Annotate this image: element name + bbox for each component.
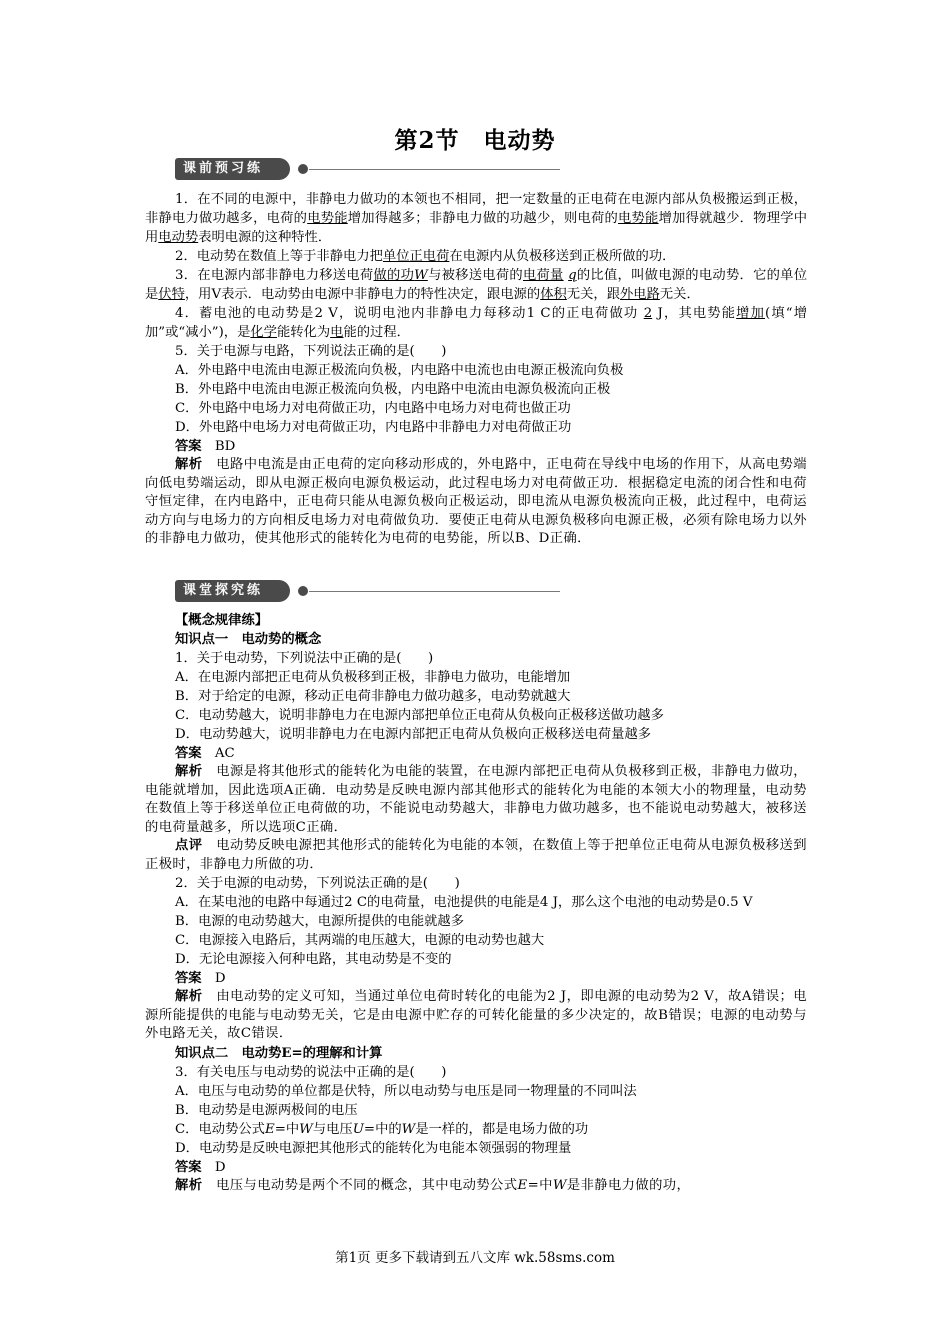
c2-question: 2．关于电源的电动势，下列说法正确的是( ) [175, 876, 460, 891]
c1-option-b: B．对于给定的电源，移动正电荷非静电力做功越多，电动势就越大 [175, 689, 571, 704]
preview-q5-option-d: D．外电路中电场力对电荷做正功，内电路中非静电力对电荷做正功 [175, 420, 572, 435]
c2-option-d: D．无论电源接入何种电路，其电动势是不变的 [175, 952, 452, 967]
c2-answer: 答案 D [175, 971, 226, 986]
preview-q5: 5．关于电源与电路，下列说法正确的是( ) [175, 344, 447, 359]
c3-option-d: D．电动势是反映电源把其他形式的能转化为电能本领强弱的物理量 [175, 1140, 572, 1156]
preview-q2: 2．电动势在数值上等于非静电力把单位正电荷在电源内从负极移送到正极所做的功． [175, 249, 676, 264]
section-tab-label: 课前预习练 [175, 158, 290, 180]
page-title: 第2节 电动势 [394, 127, 556, 154]
preview-q5-answer: 答案 BD [175, 439, 236, 454]
section-header-preview [175, 158, 560, 184]
preview-q5-option-c: C．外电路中电场力对电荷做正功，内电路中电场力对电荷也做正功 [175, 401, 571, 416]
c3-question: 3．有关电压与电动势的说法中正确的是( ) [175, 1064, 447, 1080]
c2-option-a: A．在某电池的电路中每通过2 C的电荷量，电池提供的电能是4 J，那么这个电池的电动势是0.5 V [175, 895, 753, 910]
preview-q4: 4．蓄电池的电动势是2 V，说明电池内非静电力每移动1 C的正电荷做功 2 J，其电势能增加(填“增加”或“减小”)，是化学能转化为电能的过程． [145, 306, 807, 340]
c3-option-a: A．电压与电动势的单位都是伏特，所以电动势与电压是同一物理量的不同叫法 [175, 1083, 637, 1099]
section-dot-icon [298, 164, 308, 174]
knowledge-point-2: 知识点二 电动势E=的理解和计算 [175, 1045, 383, 1061]
classroom-section [145, 611, 807, 1195]
preview-q5-option-b: B．外电路中电流由电源正极流向负极，内电路中电流由电源负极流向正极 [175, 382, 611, 397]
c1-answer: 答案 AC [175, 746, 235, 761]
c1-analysis: 解析 电源是将其他形式的能转化为电能的装置，在电源内部把正电荷从负极移到正极，非静电力做功，电能就增加，因此选项A正确．电动势是反映电源内部其他形式的能转化为电能的本领大小的物理量，电动势在数值上等于移送单位正电荷做的功，不能说电动势越大，非静电力做功越多，也不能说电动势越大，被移送的电荷量越多，所以选项C正确． [145, 764, 807, 835]
c3-analysis: 解析 电压与电动势是两个不同的概念，其中电动势公式E=中W是非静电力做的功， [175, 1177, 691, 1193]
c1-option-a: A．在电源内部把正电荷从负极移到正极，非静电力做功，电能增加 [175, 670, 571, 685]
preview-q3: 3．在电源内部非静电力移送电荷做的功W与被移送电荷的电荷量 q的比值，叫做电源的电动势．它的单位是伏特，用V表示．电动势由电源中非静电力的特性决定，跟电源的体积无关，跟外电路无关． [145, 268, 807, 302]
c2-analysis: 解析 由电动势的定义可知，当通过单位电荷时转化的电能为2 J，即电源的电动势为2 V，故A错误；电源所能提供的电能与电动势无关，它是由电源中贮存的可转化能量的多少决定的，故B错误；电源的电动势与外电路无关，故C错误． [145, 989, 807, 1041]
page-footer: 第1页 更多下载请到五八文库 wk.58sms.com [335, 1250, 615, 1266]
c3-answer: 答案 D [175, 1159, 226, 1175]
preview-q5-analysis: 解析 电路中电流是由正电荷的定向移动形成的，外电路中，正电荷在导线中电场的作用下，从高电势端向低电势端运动，即从电源正极向电源负极运动，此过程电场力对电荷做正功．根据稳定电流的闭合性和电荷守恒定律，在内电路中，正电荷只能从电源负极向正极运动，即电流从电源负极流向正极，此过程中，电荷运动方向与电场力的方向相反电场力对电荷做负功．要使正电荷从电源负极移向电源正极，必须有除电场力以外的非静电力做功，使其他形式的能转化为电荷的电势能，所以B、D正确． [145, 457, 807, 546]
c1-option-c: C．电动势越大，说明非静电力在电源内部把单位正电荷从负极向正极移送做功越多 [175, 708, 664, 723]
group-heading: 【概念规律练】 [175, 613, 269, 628]
section-dot-icon [298, 586, 308, 596]
c1-question: 1．关于电动势，下列说法中正确的是( ) [175, 651, 434, 666]
knowledge-point-1: 知识点一 电动势的概念 [175, 632, 322, 647]
section-header-classroom [175, 580, 560, 606]
c3-option-b: B．电动势是电源两极间的电压 [175, 1102, 358, 1118]
c2-option-b: B．电源的电动势越大，电源所提供的电能就越多 [175, 914, 465, 929]
c3-option-c: C．电动势公式E=中W与电压U=中的W是一样的，都是电场力做的功 [175, 1121, 589, 1137]
preview-q1: 1．在不同的电源中，非静电力做功的本领也不相同，把一定数量的正电荷在电源内部从负极搬运到正极，非静电力做功越多，电荷的电势能增加得越多；非静电力做的功越少，则电荷的电势能增加得就越少．物理学中用电动势表明电源的这种特性． [145, 192, 807, 245]
section-divider [309, 169, 560, 170]
c2-option-c: C．电源接入电路后，其两端的电压越大，电源的电动势也越大 [175, 933, 545, 948]
preview-q5-option-a: A．外电路中电流由电源正极流向负极，内电路中电流也由电源正极流向负极 [175, 363, 624, 378]
c1-option-d: D．电动势越大，说明非静电力在电源内部把正电荷从负极向正极移送电荷量越多 [175, 727, 652, 742]
section-tab-label: 课堂探究练 [175, 580, 290, 602]
c1-comment: 点评 电动势反映电源把其他形式的能转化为电能的本领，在数值上等于把单位正电荷从电源负极移送到正极时，非静电力所做的功． [145, 838, 807, 872]
preview-section [145, 190, 807, 549]
section-divider [309, 591, 560, 592]
